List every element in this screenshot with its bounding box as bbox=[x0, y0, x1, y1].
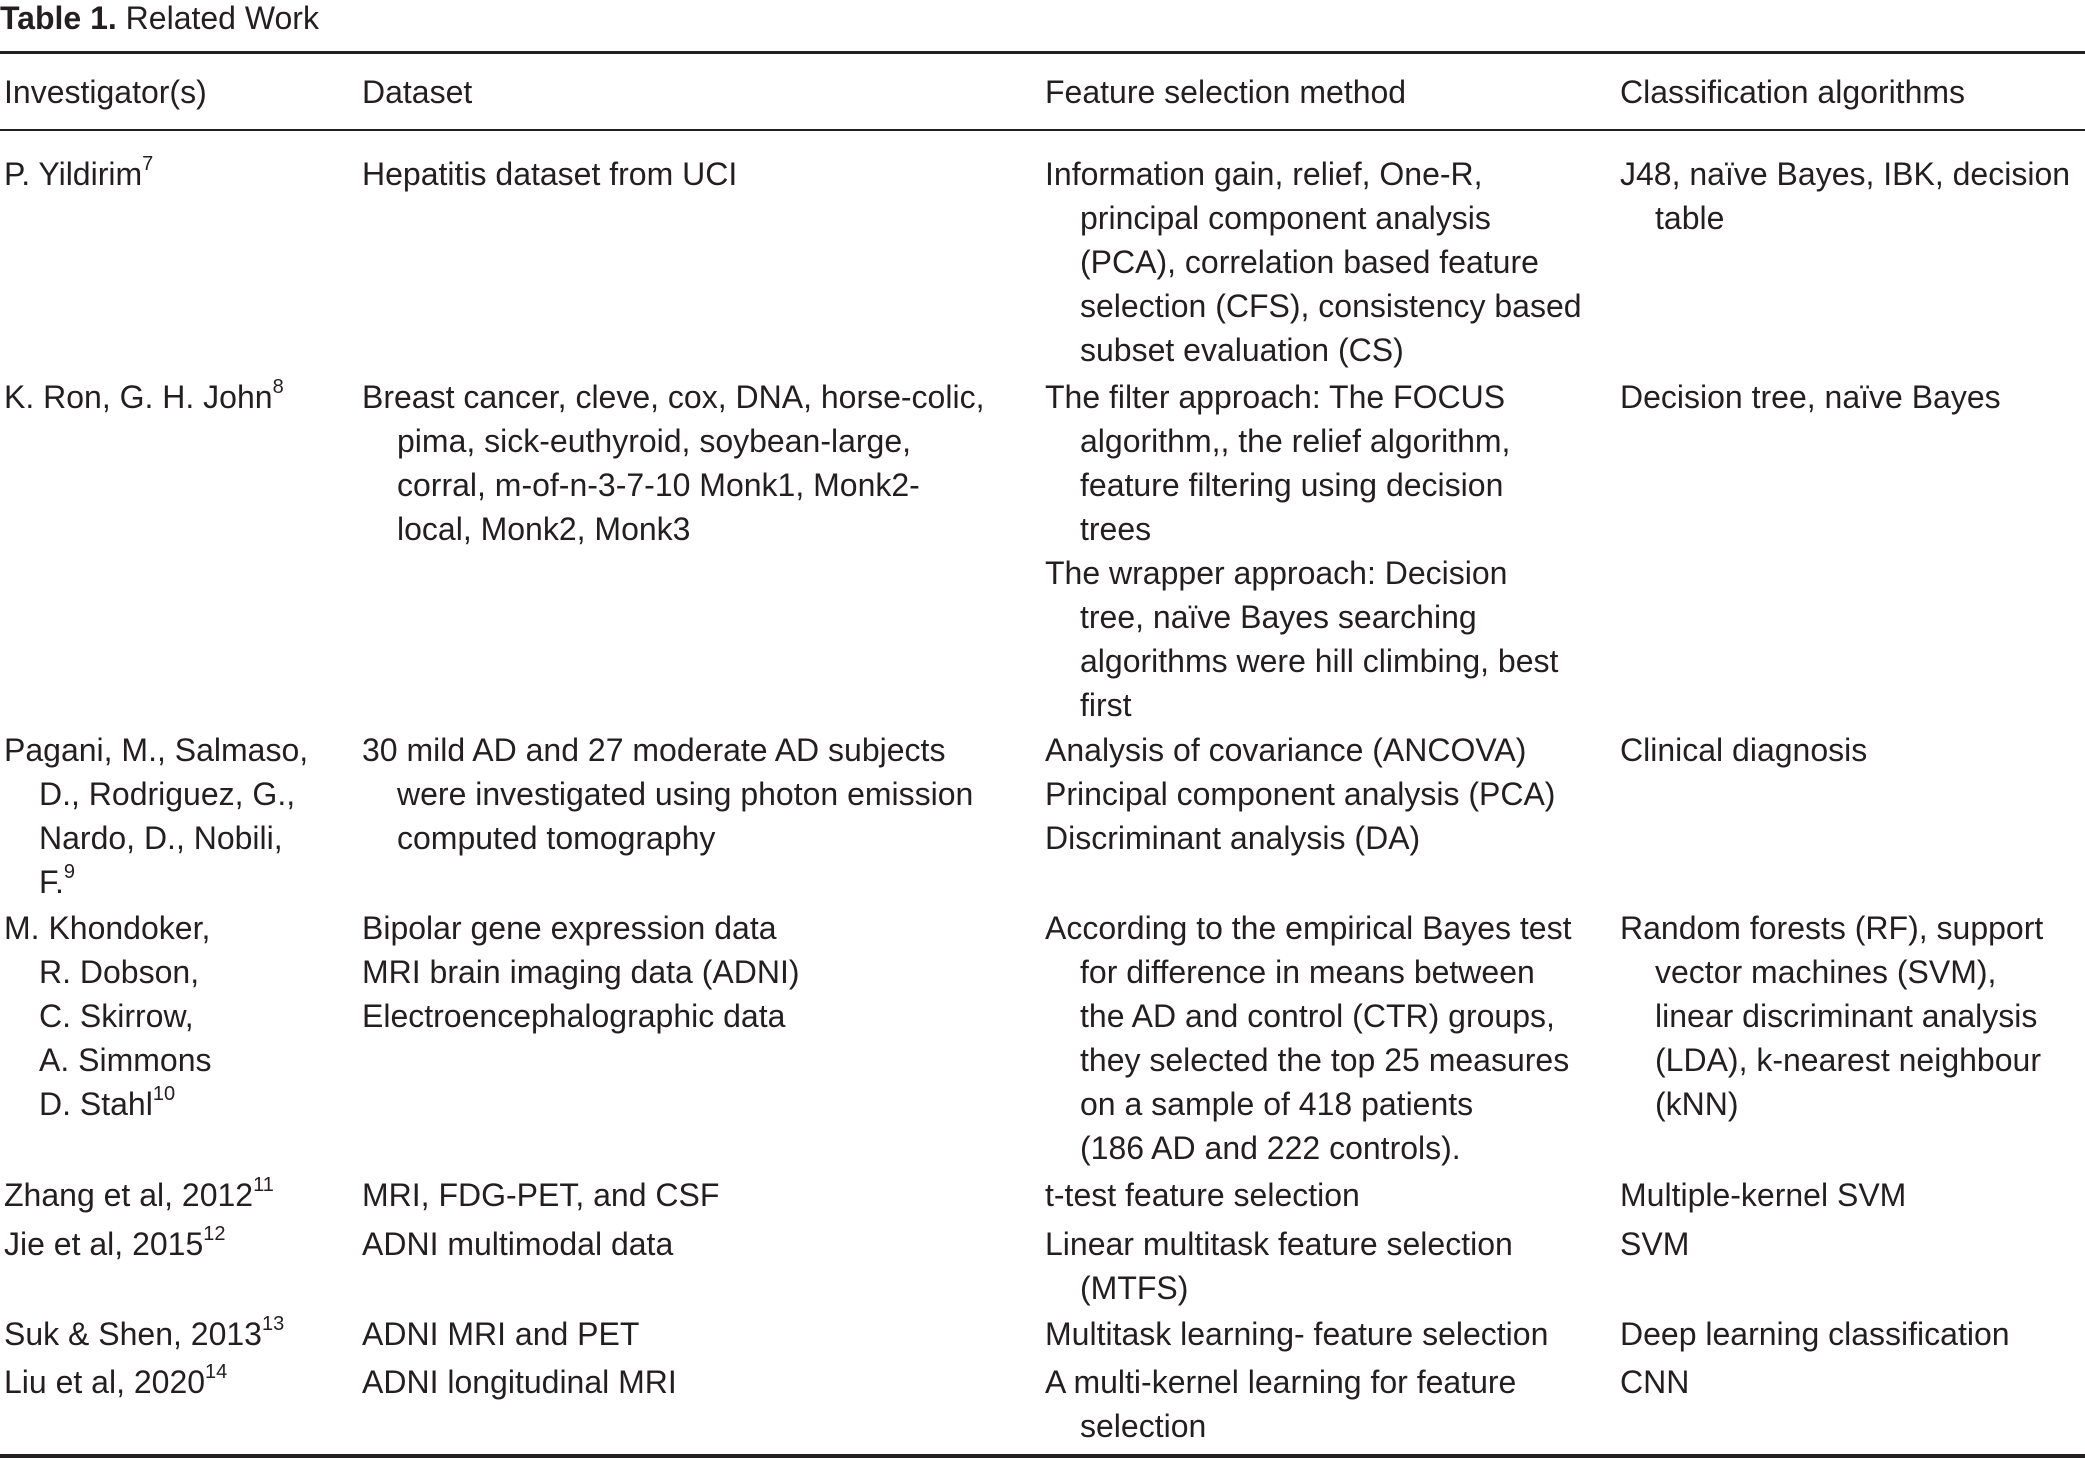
cell-feature-selection-line: on a sample of 418 patients bbox=[1080, 1086, 1474, 1122]
investigator-line: A. Simmons bbox=[39, 1042, 212, 1078]
cell-feature-selection bbox=[1045, 728, 1605, 860]
cell-feature-selection-line: Principal component analysis (PCA) bbox=[1045, 776, 1556, 812]
cell-feature-selection-line: Discriminant analysis (DA) bbox=[1045, 820, 1421, 856]
cell-investigator bbox=[4, 1173, 344, 1217]
cell-feature-selection-line: Multitask learning- feature selection bbox=[1045, 1316, 1549, 1352]
cell-classification bbox=[1620, 375, 2085, 419]
cell-feature-selection-line: The filter approach: The FOCUS bbox=[1045, 379, 1506, 415]
cell-dataset-line: Bipolar gene expression data bbox=[362, 910, 777, 946]
cell-investigator bbox=[4, 375, 344, 419]
cell-feature-selection-line: subset evaluation (CS) bbox=[1080, 332, 1404, 368]
cell-feature-selection-line: (MTFS) bbox=[1080, 1270, 1189, 1306]
cell-classification-line: Random forests (RF), support bbox=[1620, 910, 2044, 946]
cell-investigator bbox=[4, 906, 344, 1126]
cell-classification-line: J48, naïve Bayes, IBK, decision bbox=[1620, 156, 2071, 192]
cell-feature-selection-line: for difference in means between bbox=[1080, 954, 1535, 990]
cell-feature-selection-line: selection (CFS), consistency based bbox=[1080, 288, 1582, 324]
reference-number: 10 bbox=[152, 1083, 176, 1106]
cell-dataset bbox=[362, 375, 1042, 551]
cell-feature-selection-line: algorithms were hill climbing, best bbox=[1080, 643, 1559, 679]
investigator-line: Jie et al, 2015$^{12}$ bbox=[4, 1223, 226, 1262]
cell-dataset-line: MRI brain imaging data (ADNI) bbox=[362, 954, 800, 990]
cell-feature-selection-line: Analysis of covariance (ANCOVA) bbox=[1045, 732, 1527, 768]
investigator-line: M. Khondoker, bbox=[4, 910, 211, 946]
cell-investigator bbox=[4, 1312, 344, 1356]
cell-dataset-line: were investigated using photon emission bbox=[397, 776, 974, 812]
investigator-line: Pagani, M., Salmaso, bbox=[4, 732, 309, 768]
cell-dataset-line: local, Monk2, Monk3 bbox=[397, 511, 691, 547]
cell-classification bbox=[1620, 1360, 2085, 1404]
reference-number: 7 bbox=[142, 153, 154, 176]
cell-dataset bbox=[362, 1312, 1042, 1356]
cell-feature-selection-line: The wrapper approach: Decision bbox=[1045, 555, 1508, 591]
cell-feature-selection-line: principal component analysis bbox=[1080, 200, 1491, 236]
cell-dataset-line: computed tomography bbox=[397, 820, 716, 856]
cell-investigator bbox=[4, 152, 344, 196]
reference-number: 11 bbox=[253, 1174, 274, 1197]
table-bottom-rule bbox=[0, 1454, 2085, 1458]
cell-feature-selection-line: (PCA), correlation based feature bbox=[1080, 244, 1539, 280]
cell-classification bbox=[1620, 728, 2085, 772]
cell-feature-selection bbox=[1045, 1360, 1605, 1448]
cell-classification-line: vector machines (SVM), bbox=[1655, 954, 1997, 990]
cell-classification-line: linear discriminant analysis bbox=[1655, 998, 2038, 1034]
column-header-feature-selection: Feature selection method bbox=[1045, 74, 1407, 110]
cell-classification bbox=[1620, 906, 2085, 1126]
cell-dataset-line: Electroencephalographic data bbox=[362, 998, 786, 1034]
cell-feature-selection-line: the AD and control (CTR) groups, bbox=[1080, 998, 1555, 1034]
investigator-line: Zhang et al, 2012$^{11}$ bbox=[4, 1174, 274, 1213]
table-caption bbox=[0, 0, 319, 38]
cell-dataset-line: Breast cancer, cleve, cox, DNA, horse-colic, bbox=[362, 379, 985, 415]
cell-feature-selection-line: trees bbox=[1080, 511, 1152, 547]
cell-classification-line: CNN bbox=[1620, 1364, 1690, 1400]
reference-number: 8 bbox=[272, 376, 284, 399]
cell-dataset-line: Hepatitis dataset from UCI bbox=[362, 156, 738, 192]
cell-dataset-line: ADNI longitudinal MRI bbox=[362, 1364, 677, 1400]
cell-classification-line: Clinical diagnosis bbox=[1620, 732, 1868, 768]
reference-number: 14 bbox=[205, 1361, 228, 1384]
table-top-rule bbox=[0, 51, 2085, 54]
cell-feature-selection bbox=[1045, 1173, 1605, 1217]
investigator-line: D., Rodriguez, G., bbox=[39, 776, 296, 812]
cell-feature-selection bbox=[1045, 1312, 1605, 1356]
reference-number: 9 bbox=[63, 861, 76, 884]
cell-dataset bbox=[362, 1360, 1042, 1404]
investigator-line: R. Dobson, bbox=[39, 954, 200, 990]
cell-dataset-line: 30 mild AD and 27 moderate AD subjects bbox=[362, 732, 946, 768]
cell-dataset-line: corral, m-of-n-3-7-10 Monk1, Monk2- bbox=[397, 467, 920, 503]
cell-classification-line: Decision tree, naïve Bayes bbox=[1620, 379, 2001, 415]
cell-classification-line: SVM bbox=[1620, 1226, 1690, 1262]
cell-classification bbox=[1620, 1312, 2085, 1356]
cell-classification-line: (LDA), k-nearest neighbour bbox=[1655, 1042, 2041, 1078]
cell-feature-selection bbox=[1045, 906, 1605, 1170]
investigator-line: C. Skirrow, bbox=[39, 998, 194, 1034]
investigator-line: K. Ron, G. H. John$^8$ bbox=[4, 376, 284, 415]
cell-dataset-line: ADNI multimodal data bbox=[362, 1226, 674, 1262]
cell-dataset-line: pima, sick-euthyroid, soybean-large, bbox=[397, 423, 912, 459]
table-title: Related Work bbox=[125, 0, 319, 36]
column-header-classification: Classification algorithms bbox=[1620, 74, 1966, 110]
cell-feature-selection-line: selection bbox=[1080, 1408, 1207, 1444]
cell-feature-selection-line: (186 AD and 222 controls). bbox=[1080, 1130, 1461, 1166]
cell-dataset bbox=[362, 1173, 1042, 1217]
investigator-line: Liu et al, 2020$^{14}$ bbox=[4, 1361, 228, 1400]
cell-dataset bbox=[362, 906, 1042, 1038]
cell-dataset bbox=[362, 728, 1042, 860]
cell-classification-line: Multiple-kernel SVM bbox=[1620, 1177, 1907, 1213]
cell-dataset-line: ADNI MRI and PET bbox=[362, 1316, 640, 1352]
cell-feature-selection bbox=[1045, 375, 1605, 727]
investigator-line: P. Yildirim$^7$ bbox=[4, 153, 154, 192]
cell-feature-selection-line: t-test feature selection bbox=[1045, 1177, 1360, 1213]
investigator-line: Nardo, D., Nobili, bbox=[39, 820, 283, 856]
cell-feature-selection-line: Information gain, relief, One-R, bbox=[1045, 156, 1483, 192]
column-header-dataset: Dataset bbox=[362, 74, 473, 110]
cell-dataset bbox=[362, 152, 1042, 196]
cell-dataset-line: MRI, FDG-PET, and CSF bbox=[362, 1177, 720, 1213]
cell-classification bbox=[1620, 1173, 2085, 1217]
reference-number: 12 bbox=[203, 1223, 226, 1246]
cell-feature-selection-line: tree, naïve Bayes searching bbox=[1080, 599, 1477, 635]
cell-feature-selection-line: first bbox=[1080, 687, 1132, 723]
cell-classification bbox=[1620, 152, 2085, 240]
cell-feature-selection-line: According to the empirical Bayes test bbox=[1045, 910, 1572, 946]
cell-classification bbox=[1620, 1222, 2085, 1266]
cell-feature-selection bbox=[1045, 1222, 1605, 1310]
cell-classification-line: (kNN) bbox=[1655, 1086, 1739, 1122]
cell-investigator bbox=[4, 728, 344, 904]
header-rule bbox=[0, 129, 2085, 131]
cell-feature-selection-line: they selected the top 25 measures bbox=[1080, 1042, 1570, 1078]
cell-feature-selection bbox=[1045, 152, 1605, 372]
investigator-line: D. Stahl$^{10}$ bbox=[39, 1083, 176, 1122]
cell-classification-line: table bbox=[1655, 200, 1725, 236]
investigator-line: Suk & Shen, 2013$^{13}$ bbox=[4, 1313, 285, 1352]
cell-investigator bbox=[4, 1222, 344, 1266]
reference-number: 13 bbox=[261, 1313, 285, 1336]
cell-dataset bbox=[362, 1222, 1042, 1266]
cell-feature-selection-line: A multi-kernel learning for feature bbox=[1045, 1364, 1517, 1400]
cell-feature-selection-line: feature filtering using decision bbox=[1080, 467, 1504, 503]
investigator-line: F.$^9$ bbox=[39, 861, 76, 900]
cell-feature-selection-line: algorithm,, the relief algorithm, bbox=[1080, 423, 1511, 459]
column-header-investigators: Investigator(s) bbox=[4, 74, 207, 110]
cell-classification-line: Deep learning classification bbox=[1620, 1316, 2010, 1352]
cell-investigator bbox=[4, 1360, 344, 1404]
cell-feature-selection-line: Linear multitask feature selection bbox=[1045, 1226, 1513, 1262]
table-label: Table 1. bbox=[0, 0, 117, 36]
